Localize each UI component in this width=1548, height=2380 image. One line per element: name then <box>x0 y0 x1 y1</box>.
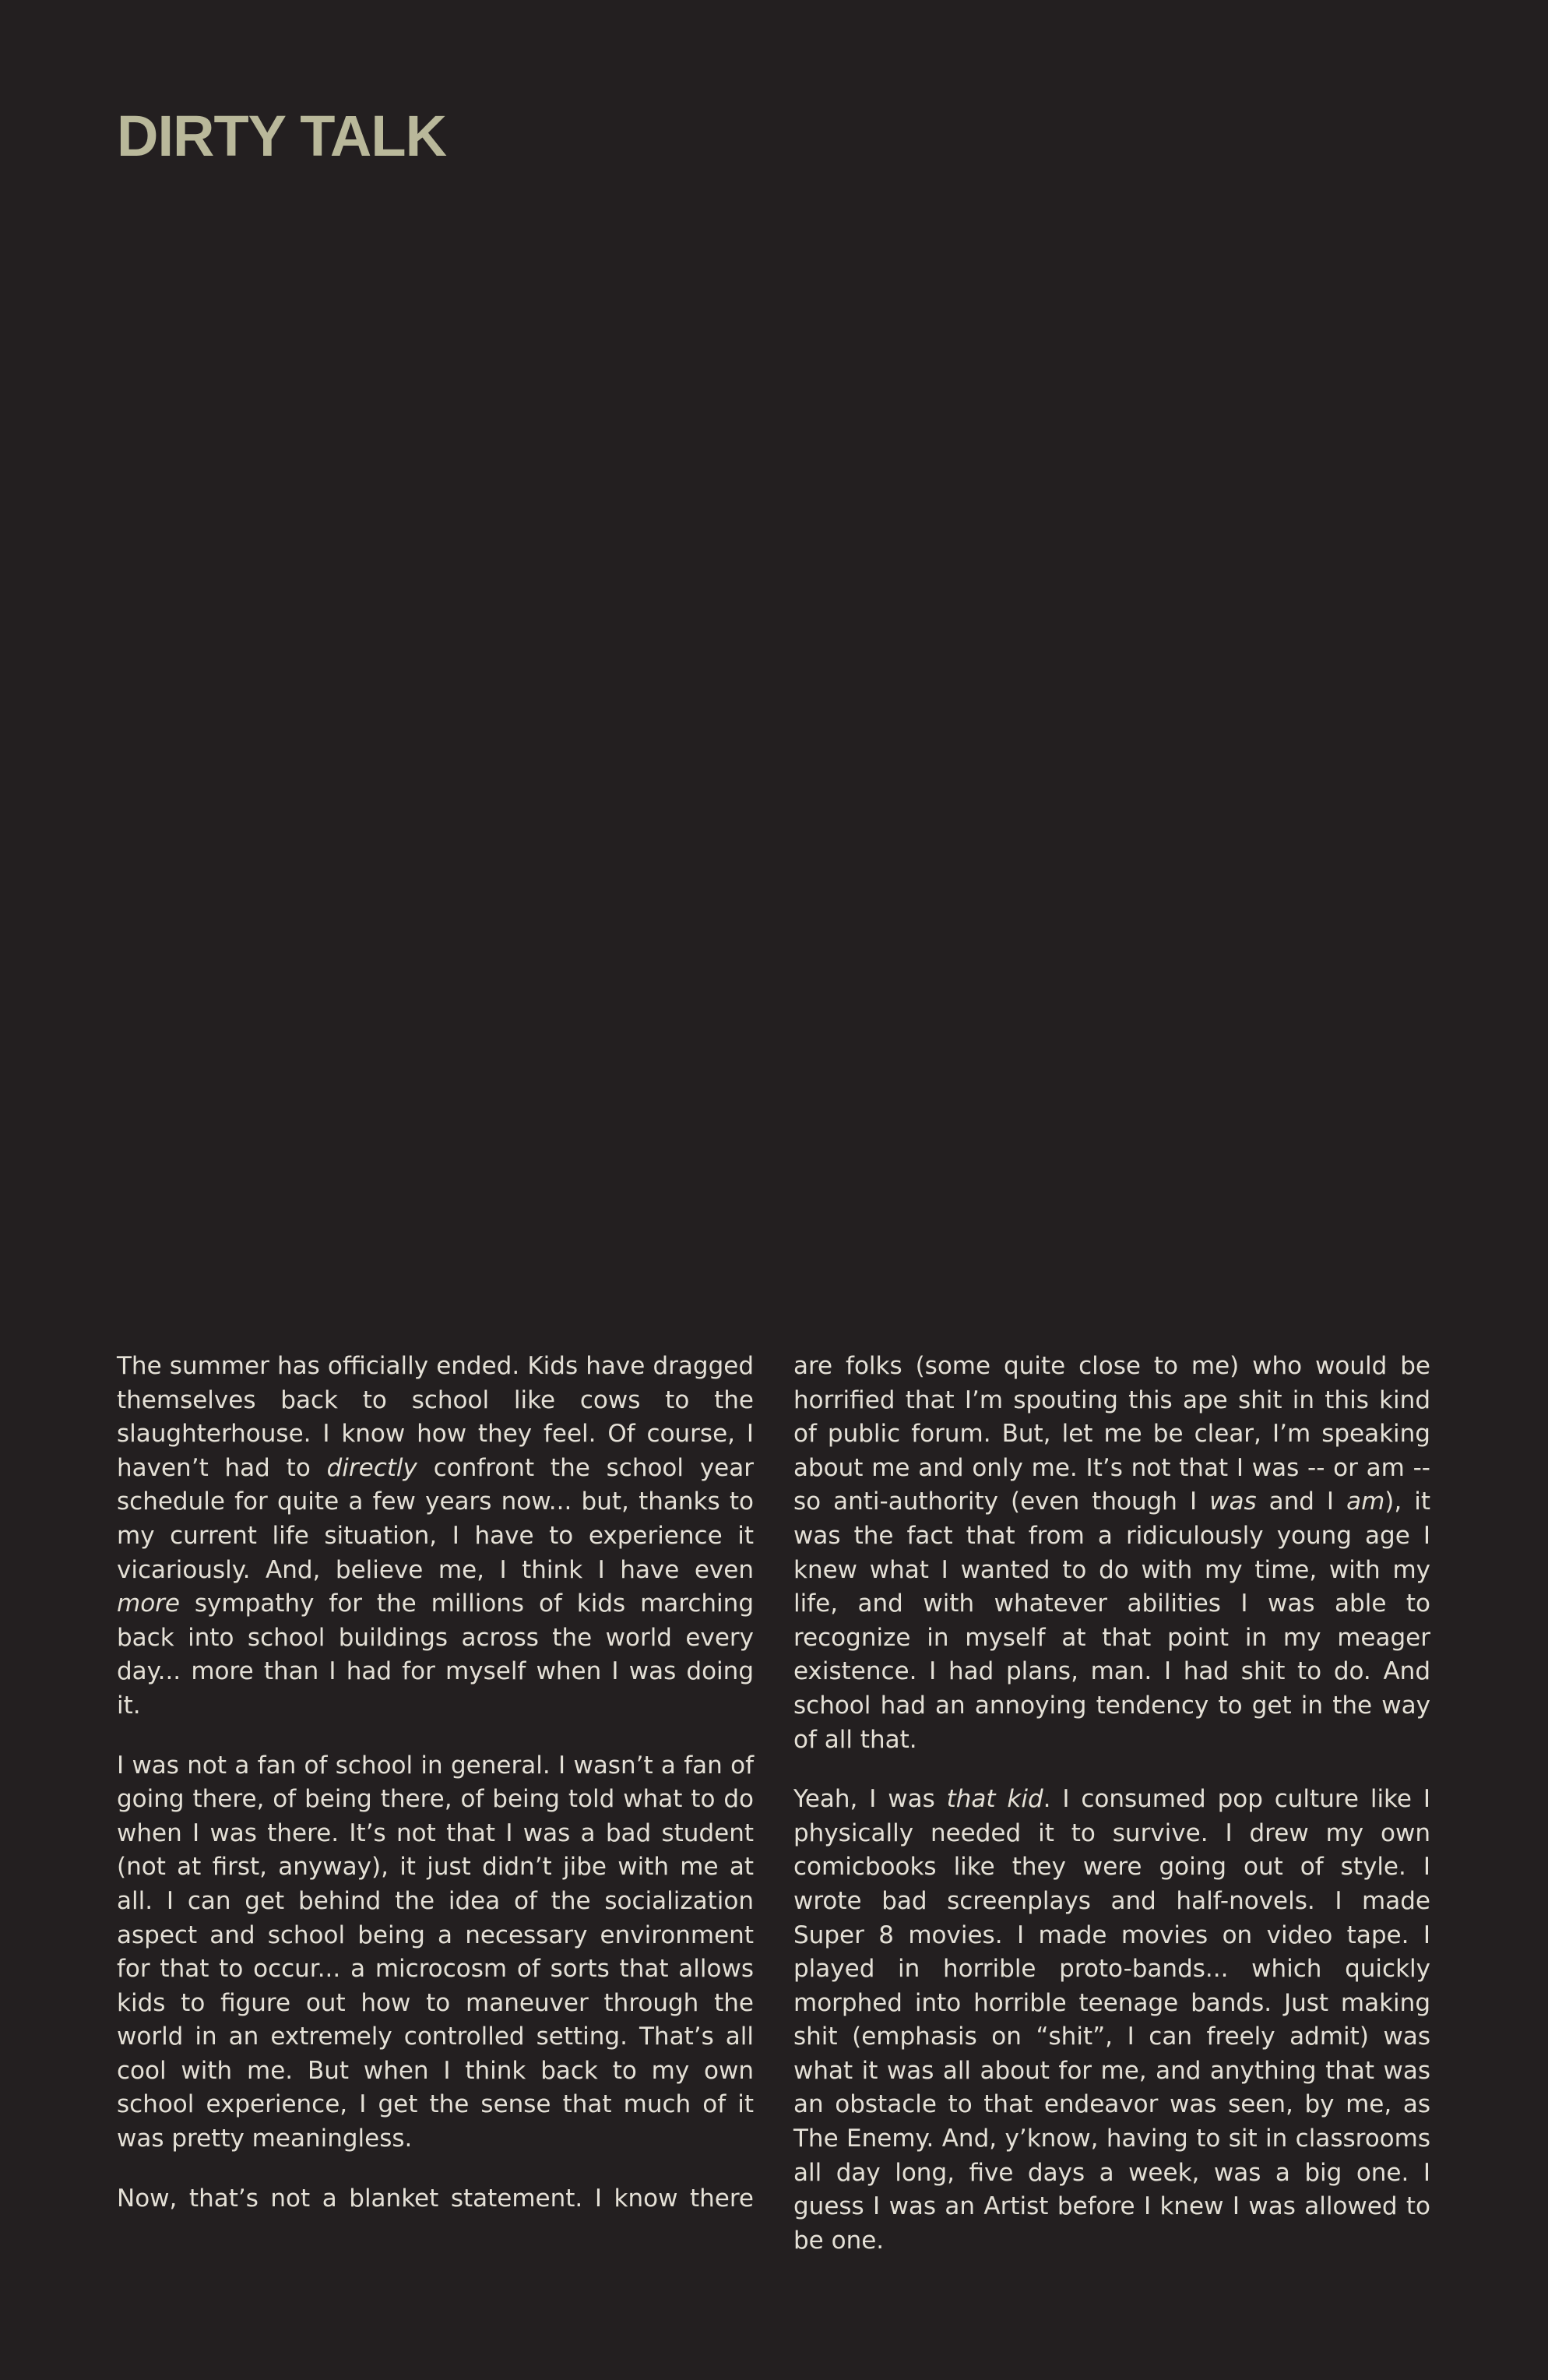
emphasis-that-kid: that kid <box>946 1785 1043 1814</box>
text-run: and I <box>1256 1488 1347 1516</box>
paragraph-not-a-fan: I was not a fan of school in general. I wasn’t a fan of going there, of being there, of being told what to do when I was there. It’s not that I was a bad student (not at first, anyway), it just didn’t jibe with me at all. I can get behind the idea of the socialization aspect and school being a necessary environment for that to occur... a microcosm of sorts that allows kids to figure out how to maneuver through the world in an extremely controlled setting. That’s all cool with me. But when I think back to my own school experience, I get the sense that much of it was pretty meaningless. <box>117 1751 754 2153</box>
emphasis-more: more <box>117 1590 180 1618</box>
text-run: The summer has officially ended. Kids have dragged themselves back to school like cows to the slaughterhouse. I know how they feel. Of course, I haven’t had to <box>117 1352 754 1482</box>
emphasis-was: was <box>1209 1488 1257 1516</box>
text-run: ), it was the fact that from a ridiculously young age I knew what I wanted to do with my time, with my life, and with whatever abilities I was able to recognize in myself at that point in my meager existence. I had plans, man. I had shit to do. And school had an annoying tendency to get in the way of all that. <box>793 1488 1430 1754</box>
paragraph-blanket-statement: Now, that’s not a blanket statement. I know there <box>117 2184 754 2213</box>
page-title: DIRTY TALK <box>117 104 447 168</box>
text-column-left <box>117 1350 754 2216</box>
emphasis-directly: directly <box>326 1453 417 1482</box>
text-column-right <box>793 1350 1430 2258</box>
paragraph-summer-ended <box>117 1350 754 1723</box>
emphasis-am: am <box>1346 1488 1385 1516</box>
text-run: confront the school year schedule for quite a few years now... but, thanks to my current life situation, I have to experience it vicariously. And, believe me, I think I have even <box>117 1453 754 1584</box>
text-run: . I consumed pop culture like I physically needed it to survive. I drew my own comicbooks like they were going out of style. I wrote bad screenplays and half-novels. I made Super 8 movies. I made movies on video tape. I played in horrible proto-bands... which quickly morphed into horrible teenage bands. Just making shit (emphasis on “shit”, I can freely admit) was what it was all about for me, and anything that was an obstacle to that endeavor was seen, by me, as The Enemy. And, y’know, having to sit in classrooms all day long, five days a week, was a big one. I guess I was an Artist before I knew I was allowed to be one. <box>793 1785 1430 2255</box>
text-run: sympathy for the millions of kids marching back into school buildings across the world every day... more than I had for myself when I was doing it. <box>117 1590 754 1720</box>
paragraph-folks-horrified <box>793 1350 1430 1757</box>
text-run: Yeah, I was <box>793 1785 947 1814</box>
text-run: are folks (some quite close to me) who would be horrified that I’m spouting this ape shit in this kind of public forum. But, let me be clear, I’m speaking about me and only me. It’s not that I was -- or am -- so anti-authority (even though I <box>793 1352 1430 1516</box>
paragraph-that-kid <box>793 1783 1430 2258</box>
